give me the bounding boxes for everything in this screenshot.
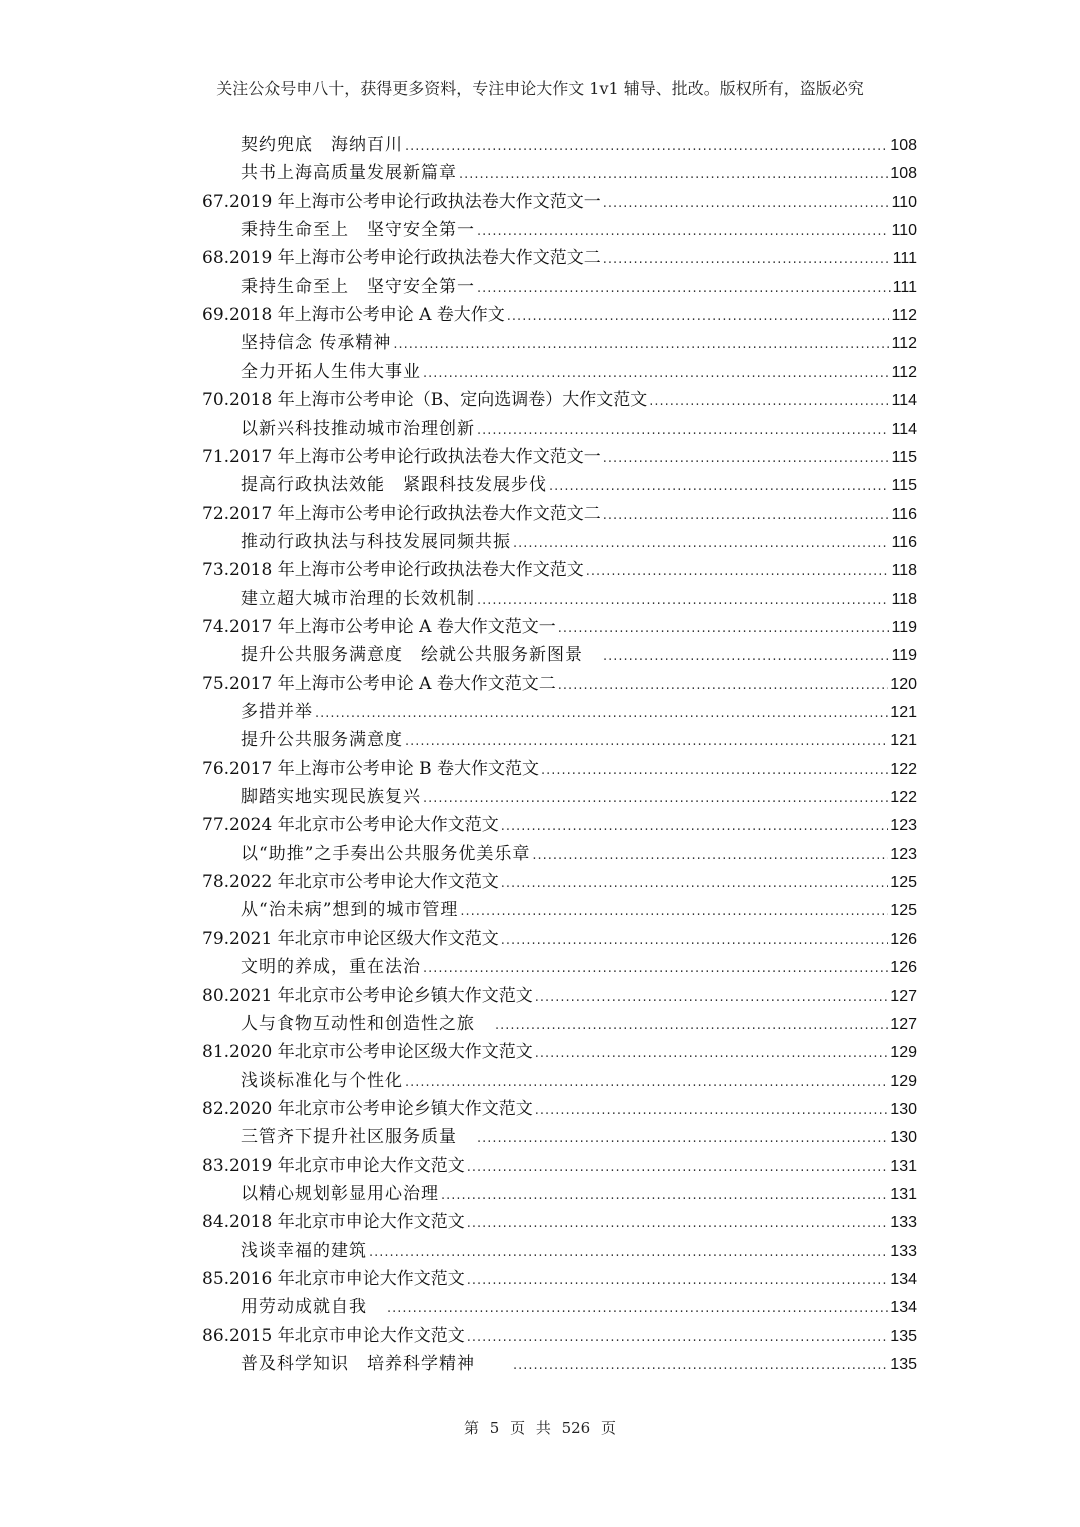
toc-entry-page: 129 [890, 1072, 917, 1090]
toc-entry-title: 以新兴科技推动城市治理创新 [241, 418, 475, 439]
toc-entry-page: 134 [890, 1271, 917, 1288]
toc-leader-dots [495, 1012, 888, 1040]
toc-leader-dots [535, 984, 889, 1012]
toc-leader-dots [649, 388, 889, 416]
toc-entry-title: 提高行政执法效能 紧跟科技发展步伐 [241, 475, 547, 496]
toc-entry-title: 普及科学知识 培养科学精神 [241, 1354, 511, 1375]
toc-entry-page: 119 [891, 618, 917, 636]
toc-entry-page: 126 [890, 959, 917, 977]
toc-entry[interactable] [241, 131, 917, 159]
toc-leader-dots [513, 530, 889, 558]
toc-leader-dots [549, 473, 889, 501]
toc-entry[interactable] [241, 783, 917, 811]
toc-leader-dots [467, 1210, 889, 1238]
toc-entry[interactable] [202, 443, 917, 471]
toc-entry-page: 118 [891, 590, 917, 608]
toc-entry-page: 108 [890, 165, 917, 183]
toc-entry-title: 82.2020 年北京市公考申论乡镇大作文范文 [202, 1098, 533, 1119]
toc-entry-page: 116 [891, 533, 917, 551]
toc-entry-page: 133 [890, 1242, 917, 1260]
toc-leader-dots [369, 1239, 888, 1267]
toc-entry-page: 127 [890, 987, 917, 1005]
toc-entry-title: 用劳动成就自我 [241, 1297, 385, 1318]
toc-entry[interactable] [241, 528, 917, 556]
toc-entry-title: 84.2018 年北京市申论大作文范文 [202, 1212, 465, 1233]
toc-entry[interactable] [202, 868, 917, 896]
toc-entry-page: 129 [890, 1044, 917, 1062]
toc-leader-dots [405, 728, 888, 756]
toc-entry-title: 73.2018 年上海市公考申论行政执法卷大作文范文 [202, 560, 584, 581]
toc-leader-dots [603, 502, 890, 530]
toc-entry-title: 75.2017 年上海市公考申论 A 卷大作文范文二 [202, 673, 556, 694]
toc-entry-page: 127 [890, 1015, 917, 1033]
toc-entry[interactable] [241, 840, 917, 868]
toc-leader-dots [477, 1125, 888, 1153]
toc-entry-title: 86.2015 年北京市申论大作文范文 [202, 1325, 465, 1346]
toc-leader-dots [558, 615, 890, 643]
toc-entry-page: 119 [891, 647, 917, 665]
toc-entry[interactable] [241, 216, 917, 244]
toc-entry[interactable] [202, 755, 917, 783]
page-header: 关注公众号申八十，获得更多资料，专注申论大作文 1v1 辅导、批改。版权所有，盗版必究 [216, 79, 864, 98]
toc-leader-dots [393, 331, 889, 359]
toc-entry-title: 秉持生命至上 坚守安全第一 [241, 220, 475, 241]
toc-entry-title: 浅谈标准化与个性化 [241, 1070, 403, 1091]
toc-entry-title: 文明的养成，重在法治 [241, 957, 421, 978]
toc-entry-title: 79.2021 年北京市申论区级大作文范文 [202, 928, 499, 949]
toc-entry-page: 112 [891, 307, 917, 325]
toc-entry[interactable] [241, 1123, 917, 1151]
toc-entry-page: 112 [891, 335, 917, 353]
toc-entry-title: 81.2020 年北京市公考申论区级大作文范文 [202, 1042, 533, 1063]
toc-entry[interactable] [202, 982, 917, 1010]
toc-entry-title: 69.2018 年上海市公考申论 A 卷大作文 [202, 305, 505, 326]
toc-entry-title: 人与食物互动性和创造性之旅 [241, 1013, 493, 1034]
toc-entry-title: 71.2017 年上海市公考申论行政执法卷大作文范文一 [202, 446, 601, 467]
toc-entry-title: 推动行政执法与科技发展同频共振 [241, 531, 511, 552]
toc-entry-title: 脚踏实地实现民族复兴 [241, 787, 421, 808]
toc-entry-page: 123 [890, 845, 917, 863]
toc-leader-dots [315, 700, 888, 728]
toc-entry-page: 116 [891, 505, 917, 523]
toc-entry-title: 全力开拓人生伟大事业 [241, 361, 421, 382]
toc-entry[interactable] [241, 641, 917, 669]
toc-entry-page: 118 [891, 562, 917, 580]
toc-entry-page: 130 [890, 1129, 917, 1147]
toc-entry-title: 多措并举 [241, 702, 313, 722]
toc-leader-dots [477, 417, 889, 445]
toc-entry-page: 133 [890, 1214, 917, 1232]
toc-entry-page: 108 [890, 137, 917, 154]
toc-entry-title: 80.2021 年北京市公考申论乡镇大作文范文 [202, 985, 533, 1006]
toc-entry[interactable] [202, 244, 917, 272]
toc-leader-dots [387, 1295, 888, 1323]
toc-leader-dots [603, 643, 889, 671]
toc-entry-page: 135 [890, 1327, 917, 1345]
toc-entry-title: 提升公共服务满意度 [241, 730, 403, 751]
toc-entry[interactable] [202, 811, 917, 839]
toc-entry-title: 契约兜底 海纳百川 [241, 135, 403, 155]
toc-entry-title: 秉持生命至上 坚守安全第一 [241, 276, 475, 297]
toc-entry-title: 建立超大城市治理的长效机制 [241, 588, 475, 609]
toc-entry[interactable] [202, 556, 917, 584]
toc-entry[interactable] [241, 358, 917, 386]
page-footer: 第 5 页 共 526 页 [463, 1419, 616, 1437]
toc-entry-page: 135 [890, 1356, 917, 1374]
toc-entry[interactable] [241, 329, 917, 357]
toc-entry[interactable] [241, 273, 917, 301]
toc-entry-page: 114 [891, 420, 917, 438]
toc-entry[interactable] [241, 1180, 917, 1208]
toc-entry[interactable] [241, 159, 917, 187]
toc-entry[interactable] [202, 925, 917, 953]
toc-entry[interactable] [202, 1095, 917, 1123]
toc-entry-title: 以精心规划彰显用心治理 [241, 1183, 439, 1204]
toc-entry[interactable] [202, 670, 917, 698]
toc-leader-dots [558, 672, 889, 700]
toc-entry-title: 67.2019 年上海市公考申论行政执法卷大作文范文一 [202, 191, 601, 212]
toc-entry-page: 121 [890, 732, 917, 750]
toc-entry-title: 三管齐下提升社区服务质量 [241, 1127, 475, 1148]
toc-leader-dots [467, 1154, 889, 1182]
toc-entry-page: 123 [890, 817, 917, 835]
toc-entry-title: 70.2018 年上海市公考申论（B、定向选调卷）大作文范文 [202, 390, 648, 411]
toc-entry-title: 提升公共服务满意度 绘就公共服务新图景 [241, 645, 601, 666]
toc-entry-title: 以“助推”之手奏出公共服务优美乐章 [241, 843, 531, 864]
toc-entry-title: 83.2019 年北京市申论大作文范文 [202, 1155, 465, 1176]
toc-leader-dots [532, 842, 888, 870]
toc-entry-title: 坚持信念 传承精神 [241, 333, 392, 354]
toc-leader-dots [423, 785, 888, 813]
toc-entry-page: 126 [890, 930, 917, 948]
toc-entry-page: 115 [891, 477, 917, 495]
toc-entry-title: 77.2024 年北京市公考申论大作文范文 [202, 815, 499, 836]
toc-entry[interactable] [241, 1067, 917, 1095]
toc-entry[interactable] [202, 1038, 917, 1066]
toc-entry-page: 121 [890, 704, 917, 721]
toc-entry[interactable] [202, 500, 917, 528]
toc-entry-title: 浅谈幸福的建筑 [241, 1240, 367, 1261]
toc-leader-dots [441, 1182, 888, 1210]
toc-leader-dots [405, 1069, 888, 1097]
toc-entry-title: 68.2019 年上海市公考申论行政执法卷大作文范文二 [202, 248, 601, 269]
toc-leader-dots [467, 1324, 889, 1352]
toc-entry[interactable] [241, 585, 917, 613]
toc-leader-dots [477, 587, 889, 615]
toc-entry[interactable] [202, 1208, 917, 1236]
toc-entry-page: 122 [890, 760, 917, 778]
toc-entry-title: 85.2016 年北京市申论大作文范文 [202, 1269, 465, 1289]
toc-entry-page: 114 [891, 392, 917, 410]
toc-entry-page: 110 [891, 222, 917, 240]
toc-entry-title: 78.2022 年北京市公考申论大作文范文 [202, 872, 499, 893]
toc-entry-page: 110 [891, 193, 917, 211]
toc-leader-dots [423, 360, 889, 388]
toc-leader-dots [423, 955, 888, 983]
toc-entry[interactable] [202, 301, 917, 329]
toc-entry[interactable] [202, 386, 917, 414]
toc-entry-page: 115 [891, 448, 917, 466]
toc-entry[interactable] [202, 613, 917, 641]
toc-leader-dots [507, 303, 890, 331]
toc-entry-page: 130 [890, 1100, 917, 1118]
toc-entry-title: 74.2017 年上海市公考申论 A 卷大作文范文一 [202, 616, 556, 637]
toc-entry[interactable] [202, 188, 917, 216]
toc-entry[interactable] [202, 1322, 917, 1350]
toc-leader-dots [405, 133, 888, 161]
toc-leader-dots [586, 558, 890, 586]
toc-entry-page: 111 [892, 278, 917, 296]
toc-leader-dots [603, 445, 890, 473]
toc-entry-page: 120 [890, 675, 917, 693]
toc-entry[interactable] [241, 1293, 917, 1321]
toc-entry[interactable] [241, 726, 917, 754]
toc-entry-page: 111 [892, 250, 917, 268]
toc-entry-page: 112 [891, 363, 917, 381]
toc-entry-page: 125 [890, 874, 917, 892]
toc-leader-dots [603, 246, 891, 274]
toc-entry[interactable] [241, 1350, 917, 1378]
toc-leader-dots [459, 161, 888, 189]
toc-leader-dots [477, 218, 889, 246]
toc-leader-dots [460, 898, 888, 926]
toc-leader-dots [501, 870, 889, 898]
toc-entry-page: 131 [890, 1157, 917, 1175]
toc-entry-title: 72.2017 年上海市公考申论行政执法卷大作文范文二 [202, 503, 601, 524]
toc-entry-page: 134 [890, 1299, 917, 1317]
toc-entry[interactable] [241, 896, 917, 924]
toc-entry-title: 76.2017 年上海市公考申论 B 卷大作文范文 [202, 758, 540, 779]
toc-entry[interactable] [202, 1152, 917, 1180]
toc-leader-dots [535, 1097, 889, 1125]
toc-leader-dots [535, 1040, 889, 1068]
toc-leader-dots [541, 757, 888, 785]
toc-entry-page: 125 [890, 902, 917, 920]
toc-leader-dots [603, 190, 890, 218]
toc-entry[interactable] [202, 1265, 917, 1293]
toc-entry[interactable] [241, 1010, 917, 1038]
toc-leader-dots [513, 1352, 888, 1380]
toc-entry-title: 从“治未病”想到的城市管理 [241, 900, 459, 921]
toc-entry[interactable] [241, 471, 917, 499]
toc-leader-dots [477, 275, 891, 303]
toc-entry-page: 131 [890, 1185, 917, 1203]
toc-entry[interactable] [241, 698, 917, 726]
toc-leader-dots [467, 1267, 889, 1295]
toc-entry-title: 共书上海高质量发展新篇章 [241, 163, 457, 184]
toc-entry[interactable] [241, 953, 917, 981]
toc-entry[interactable] [241, 1237, 917, 1265]
toc-leader-dots [501, 813, 889, 841]
toc-leader-dots [501, 927, 889, 955]
toc-entry[interactable] [241, 415, 917, 443]
toc-entry-page: 122 [890, 789, 917, 807]
